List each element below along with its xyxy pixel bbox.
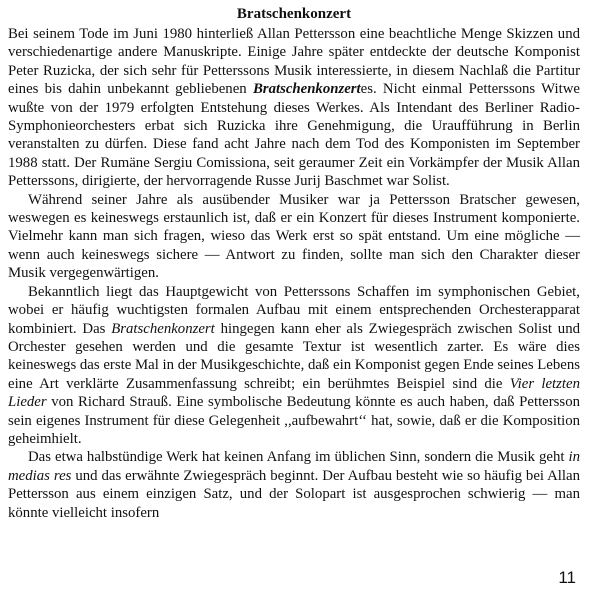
- paragraph-3-lieder-title: Vier letzten Lieder: [8, 375, 580, 411]
- paragraph-3-text-2: hingegen kann eher als Zwiegespräch zwischen Solist und Orchester gesehen werden und die gesamte Textur ist wesentlich zarter. Es wäre dies keineswegs das erste Mal in der Musikgeschichte, daß ein Komponist gegen Ende seines Lebens eine Art verklärte Zusammenfassung schreibt; ein berühmtes Beispiel sind die: [8, 320, 580, 392]
- paragraph-1: [8, 25, 580, 191]
- paragraph-1-text-2: es. Nicht einmal Petterssons Witwe wußte von der 1979 erfolgten Entstehung dieses Werkes. Als Intendant des Berliner Radio-Symphonieorchesters erbat sich Ruzicka ihre Genehmigung, die Uraufführung in Berlin veranstalten zu dürfen. Diese fand acht Jahre nach dem Tod des Komponisten im September 1988 statt. Der Rumäne Sergiu Comissiona, seit geraumer Zeit ein Vorkämpfer der Musik Allan Petterssons, dirigierte, der hervorragende Russe Jurij Baschmet war Solist.: [8, 81, 580, 190]
- section-title: Bratschenkonzert: [236, 6, 352, 22]
- paragraph-4-text-1: Das etwa halbstündige Werk hat keinen Anfang im üblichen Sinn, sondern die Musik geht: [28, 449, 569, 466]
- paragraph-2: [8, 191, 580, 283]
- paragraph-2-text-1: Während seiner Jahre als ausübender Musiker war ja Pettersson Bratscher gewesen, weswegen es keineswegs erstaunlich ist, daß er ein Konzert für dieses Instrument komponierte. Vielmehr kann man sich fragen, wieso das Werk erst so spät entstand. Um eine mögliche — wenn auch keineswegs sichere — Antwort zu finden, sollte man sich den Charakter dieser Musik vergegenwärtigen.: [8, 191, 580, 282]
- paragraph-1-text-1: Bei seinem Tode im Juni 1980 hinterließ Allan Pettersson eine beachtliche Menge Skizzen und verschiedenartige andere Manuskripte. Einige Jahre später entdeckte der deutsche Komponist Peter Ruzicka, der sich sehr für Petterssons Musik interessierte, in diesem Nachlaß die Partitur eines bis dahin unbekannt gebliebenen: [8, 26, 580, 98]
- paragraph-4-text-2: und das erwähnte Zwiegespräch beginnt. Der Aufbau besteht wie so häufig bei Allan Pettersson aus einem einzigen Satz, und der Solopart ist ausgesprochen schwierig — man könnte vielleicht insofern: [8, 467, 580, 521]
- document-page: [8, 4, 580, 522]
- page-number: 11: [558, 568, 576, 587]
- paragraph-4: [8, 448, 580, 522]
- paragraph-3-text-1: Bekanntlich liegt das Hauptgewicht von Petterssons Schaffen im symphonischen Gebiet, wobei er häufig wuchtigsten formalen Aufbau mit einem entsprechenden Orchesterapparat kombiniert. Das: [8, 283, 580, 337]
- paragraph-3-work-title: Bratschenkonzert: [111, 320, 215, 337]
- paragraph-3-text-3: von Richard Strauß. Eine symbolische Bedeutung könnte es auch haben, daß Pettersson sein eigenes Instrument für diese Gelegenheit ,,aufbewahrt‘‘ hat, sowie, daß er die Komposition geheimhielt.: [8, 394, 580, 447]
- paragraph-4-latin-phrase: in medias res: [8, 449, 580, 484]
- paragraph-1-work-title: Bratschenkonzert: [252, 81, 361, 98]
- paragraph-3: [8, 283, 580, 449]
